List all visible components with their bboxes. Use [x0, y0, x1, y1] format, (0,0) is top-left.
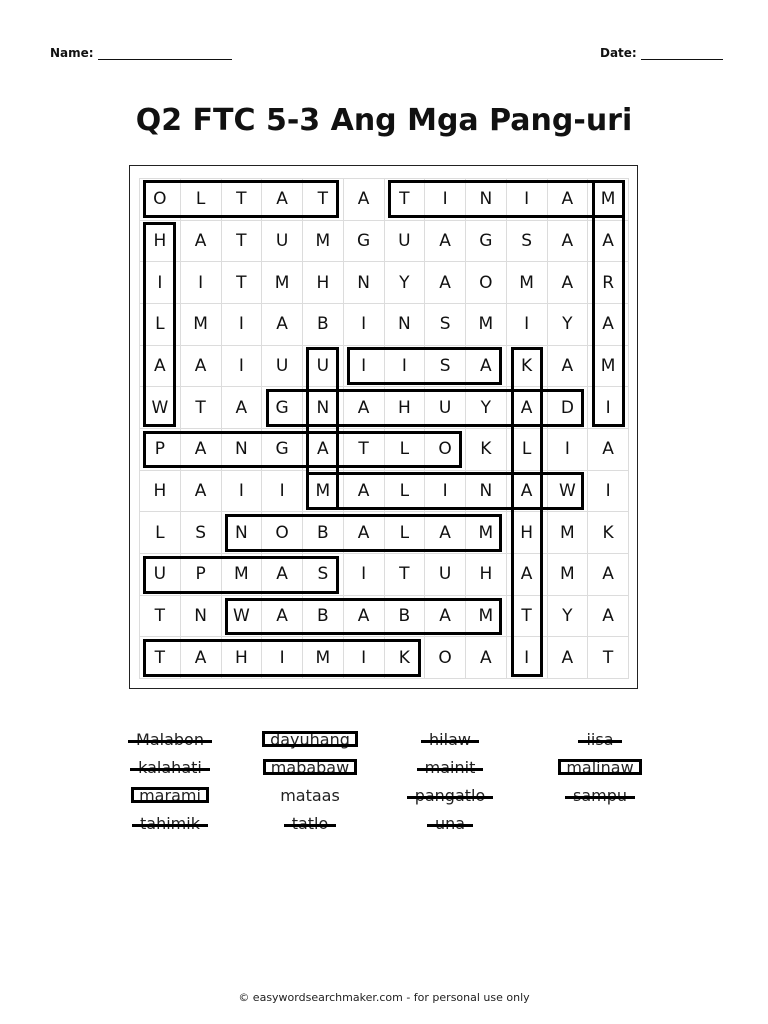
grid-cell: I [140, 262, 181, 304]
grid-cell: A [262, 304, 303, 346]
grid-cell: I [262, 471, 303, 513]
word-text [569, 786, 631, 805]
word-text [132, 730, 208, 749]
grid-cell: T [222, 262, 263, 304]
word-text: malinaw [562, 758, 637, 777]
word-list-item [100, 814, 240, 833]
grid-cell: M [466, 304, 507, 346]
grid-cell: U [425, 387, 466, 429]
word-list-item [240, 730, 380, 749]
grid-cell: D [548, 387, 589, 429]
grid-cell: A [507, 387, 548, 429]
letter-grid [139, 178, 629, 679]
grid-cell: T [385, 179, 426, 221]
grid-cell: A [344, 596, 385, 638]
grid-cell: N [181, 596, 222, 638]
name-label: Name: [50, 46, 94, 60]
grid-cell: A [303, 429, 344, 471]
grid-cell: A [507, 554, 548, 596]
word-list-item [380, 786, 520, 805]
grid-cell: G [262, 387, 303, 429]
grid-cell: A [181, 429, 222, 471]
grid-cell: A [466, 346, 507, 388]
grid-cell: N [466, 471, 507, 513]
grid-cell: A [344, 179, 385, 221]
grid-cell: H [385, 387, 426, 429]
word-found-mark [407, 796, 494, 799]
grid-cell: I [588, 387, 629, 429]
name-field [50, 46, 232, 60]
grid-cell: A [262, 596, 303, 638]
grid-cell: W [140, 387, 181, 429]
grid-cell: N [385, 304, 426, 346]
grid-cell: P [140, 429, 181, 471]
grid-cell: A [548, 346, 589, 388]
grid-cell: U [262, 221, 303, 263]
word-found-mark [284, 824, 337, 827]
grid-cell: T [140, 637, 181, 679]
grid-cell: A [344, 512, 385, 554]
grid-cell: O [140, 179, 181, 221]
grid-cell: K [507, 346, 548, 388]
grid-cell: H [303, 262, 344, 304]
grid-cell: T [507, 596, 548, 638]
grid-cell: O [262, 512, 303, 554]
grid-cell: S [425, 304, 466, 346]
name-blank [98, 47, 232, 60]
grid-cell: A [140, 346, 181, 388]
grid-cell: L [140, 512, 181, 554]
grid-cell: S [303, 554, 344, 596]
grid-cell: R [588, 262, 629, 304]
grid-cell: A [588, 596, 629, 638]
grid-cell: N [466, 179, 507, 221]
word-found-mark [263, 759, 357, 775]
grid-cell: A [425, 262, 466, 304]
grid-cell: B [303, 512, 344, 554]
grid-cell: M [588, 179, 629, 221]
grid-cell: A [507, 471, 548, 513]
grid-cell: U [425, 554, 466, 596]
grid-cell: I [344, 304, 385, 346]
grid-cell: I [344, 346, 385, 388]
word-list-item [530, 730, 670, 749]
grid-cell: N [303, 387, 344, 429]
word-list-item [100, 786, 240, 805]
grid-cell: G [262, 429, 303, 471]
grid-cell: K [588, 512, 629, 554]
grid-cell: I [507, 637, 548, 679]
grid-cell: O [425, 429, 466, 471]
grid-cell: I [344, 637, 385, 679]
word-list-item [380, 814, 520, 833]
word-text [421, 758, 480, 777]
grid-cell: Y [548, 596, 589, 638]
word-list-item [530, 786, 670, 805]
date-field [600, 46, 723, 60]
word-list-item [380, 758, 520, 777]
grid-cell: O [466, 262, 507, 304]
grid-cell: M [548, 512, 589, 554]
grid-cell: A [262, 179, 303, 221]
grid-cell: M [181, 304, 222, 346]
grid-cell: A [344, 471, 385, 513]
word-list-item [240, 758, 380, 777]
grid-cell: A [588, 221, 629, 263]
grid-cell: I [425, 179, 466, 221]
word-list-item [380, 730, 520, 749]
word-found-mark [130, 768, 210, 771]
word-list-item [240, 786, 380, 805]
grid-cell: H [466, 554, 507, 596]
word-found-mark [565, 796, 635, 799]
grid-cell: I [507, 304, 548, 346]
grid-cell: U [385, 221, 426, 263]
grid-cell: K [385, 637, 426, 679]
grid-cell: S [181, 512, 222, 554]
grid-cell: P [181, 554, 222, 596]
grid-cell: A [425, 512, 466, 554]
grid-cell: I [385, 346, 426, 388]
grid-cell: A [588, 429, 629, 471]
word-text [411, 786, 490, 805]
grid-cell: A [425, 596, 466, 638]
grid-cell: T [303, 179, 344, 221]
grid-cell: A [466, 637, 507, 679]
word-found-mark [421, 740, 479, 743]
grid-cell: M [303, 471, 344, 513]
grid-cell: I [222, 471, 263, 513]
word-text: marami [135, 786, 205, 805]
grid-cell: T [140, 596, 181, 638]
grid-cell: M [303, 637, 344, 679]
word-text [582, 730, 617, 749]
word-text: mababaw [267, 758, 353, 777]
grid-cell: L [507, 429, 548, 471]
grid-cell: O [425, 637, 466, 679]
grid-cell: T [588, 637, 629, 679]
page-title: Q2 FTC 5-3 Ang Mga Pang-uri [135, 103, 633, 138]
grid-cell: B [303, 596, 344, 638]
word-text [425, 730, 475, 749]
word-list [100, 730, 670, 840]
grid-cell: M [303, 221, 344, 263]
grid-cell: M [222, 554, 263, 596]
grid-cell: A [181, 346, 222, 388]
grid-cell: I [222, 346, 263, 388]
word-found-mark [131, 787, 209, 803]
date-blank [641, 47, 723, 60]
grid-cell: A [181, 637, 222, 679]
word-text: dayuhang [266, 730, 354, 749]
word-text: mataas [280, 786, 340, 805]
grid-cell: T [385, 554, 426, 596]
word-list-item [100, 758, 240, 777]
word-found-mark [262, 731, 358, 747]
grid-cell: M [507, 262, 548, 304]
word-found-mark [128, 740, 212, 743]
word-text [288, 814, 333, 833]
word-found-mark [578, 740, 621, 743]
grid-cell: H [222, 637, 263, 679]
grid-cell: Y [548, 304, 589, 346]
footer-copyright: © easywordsearchmaker.com - for personal use only [238, 991, 530, 1004]
grid-cell: A [548, 179, 589, 221]
grid-cell: T [344, 429, 385, 471]
grid-cell: H [140, 221, 181, 263]
grid-cell: A [548, 637, 589, 679]
grid-cell: A [548, 221, 589, 263]
grid-cell: T [222, 179, 263, 221]
grid-cell: M [466, 596, 507, 638]
word-text [134, 758, 206, 777]
grid-cell: L [385, 429, 426, 471]
grid-cell: S [425, 346, 466, 388]
grid-cell: Y [385, 262, 426, 304]
grid-cell: M [588, 346, 629, 388]
grid-cell: G [344, 221, 385, 263]
word-found-mark [427, 824, 473, 827]
grid-cell: U [303, 346, 344, 388]
grid-cell: I [425, 471, 466, 513]
word-text [136, 814, 204, 833]
grid-cell: A [425, 221, 466, 263]
word-found-mark [417, 768, 484, 771]
grid-cell: A [262, 554, 303, 596]
grid-cell: I [548, 429, 589, 471]
grid-cell: S [507, 221, 548, 263]
grid-cell: T [222, 221, 263, 263]
grid-cell: N [222, 512, 263, 554]
grid-cell: B [303, 304, 344, 346]
grid-cell: A [181, 221, 222, 263]
grid-cell: I [222, 304, 263, 346]
word-list-item [100, 730, 240, 749]
grid-cell: I [588, 471, 629, 513]
grid-cell: B [385, 596, 426, 638]
grid-cell: G [466, 221, 507, 263]
grid-cell: N [344, 262, 385, 304]
grid-cell: L [385, 512, 426, 554]
grid-cell: I [507, 179, 548, 221]
grid-cell: L [140, 304, 181, 346]
grid-cell: A [344, 387, 385, 429]
grid-cell: A [222, 387, 263, 429]
word-list-item [240, 814, 380, 833]
grid-cell: T [181, 387, 222, 429]
grid-cell: L [385, 471, 426, 513]
grid-cell: I [344, 554, 385, 596]
grid-cell: U [262, 346, 303, 388]
grid-cell: A [588, 304, 629, 346]
grid-cell: M [466, 512, 507, 554]
word-found-mark [132, 824, 208, 827]
grid-cell: A [181, 471, 222, 513]
word-text [431, 814, 469, 833]
grid-cell: A [588, 554, 629, 596]
grid-cell: H [140, 471, 181, 513]
grid-cell: W [222, 596, 263, 638]
date-label: Date: [600, 46, 637, 60]
grid-cell: A [548, 262, 589, 304]
grid-cell: U [140, 554, 181, 596]
grid-cell: N [222, 429, 263, 471]
grid-cell: K [466, 429, 507, 471]
grid-cell: M [548, 554, 589, 596]
grid-cell: Y [466, 387, 507, 429]
grid-cell: L [181, 179, 222, 221]
grid-cell: M [262, 262, 303, 304]
grid-cell: W [548, 471, 589, 513]
word-list-item [530, 758, 670, 777]
grid-cell: H [507, 512, 548, 554]
grid-cell: I [262, 637, 303, 679]
word-found-mark [558, 759, 641, 775]
grid-cell: I [181, 262, 222, 304]
